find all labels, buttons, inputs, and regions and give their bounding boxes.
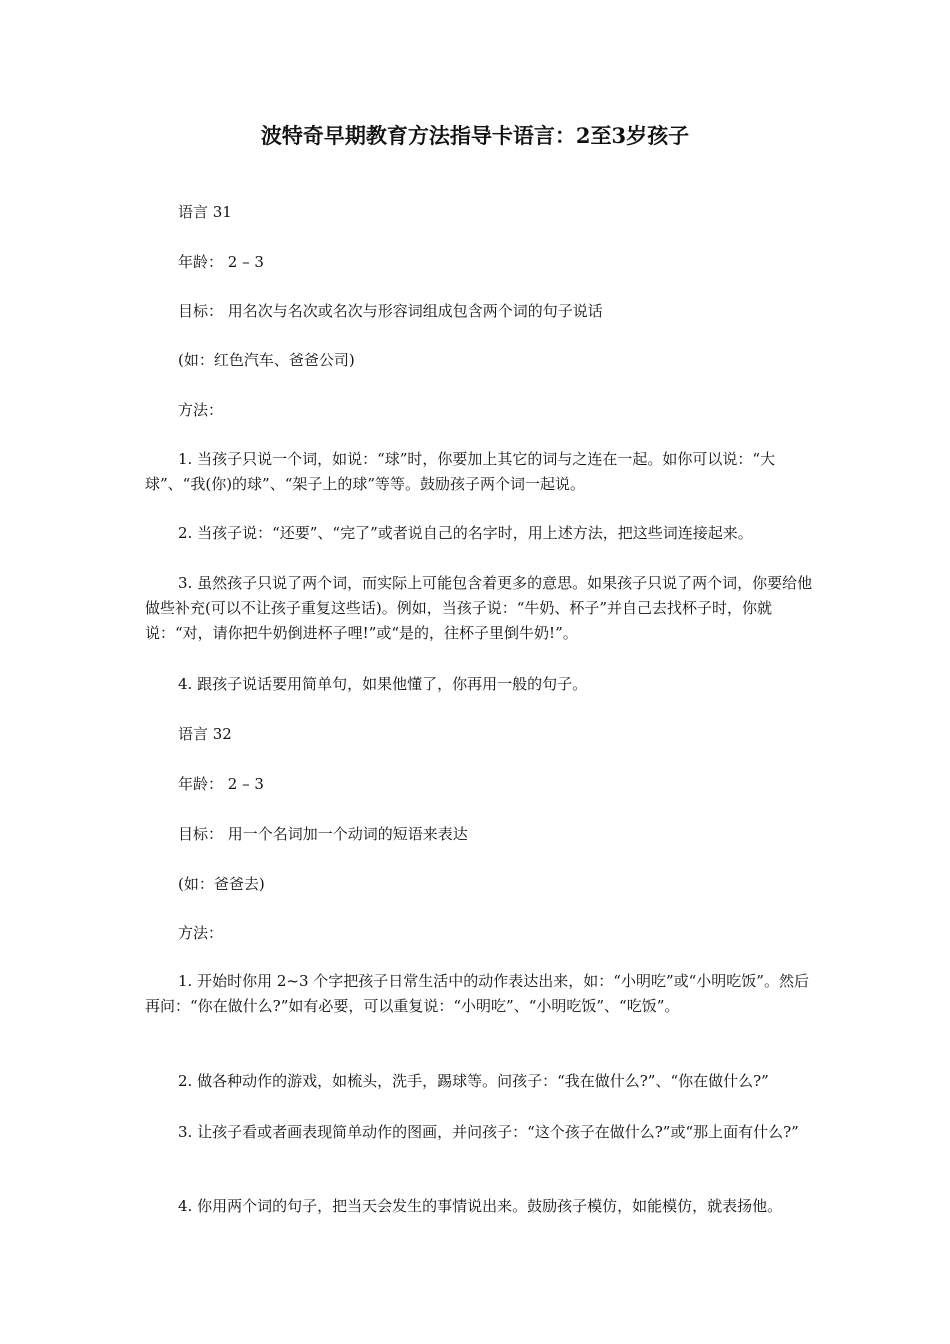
section-32-step-4: 4. 你用两个词的句子，把当天会发生的事情说出来。鼓励孩子模仿，如能模仿，就表扬他。: [178, 1197, 783, 1215]
section-32-method-label: 方法：: [178, 924, 224, 942]
section-32-example: (如：爸爸去): [178, 875, 265, 893]
section-31-step-1: 1. 当孩子只说一个词，如说：“球”时，你要加上其它的词与之连在一起。如你可以说：“大球”、“我(你)的球”、“架子上的球”等等。鼓励孩子两个词一起说。: [145, 450, 776, 493]
section-32-heading: 语言 32: [178, 725, 232, 743]
section-31-goal: 目标： 用名次与名次或名次与形容词组成包含两个词的句子说话: [178, 302, 603, 320]
section-32-step-1: 1. 开始时你用 2~3 个字把孩子日常生活中的动作表达出来，如：“小明吃”或“小明吃饭”。然后再问：“你在做什么?”如有必要，可以重复说：“小明吃”、“小明吃饭”、“吃饭”。: [145, 972, 809, 1015]
section-31-age: 年龄： 2 – 3: [178, 253, 264, 271]
section-31-step-3: 3. 虽然孩子只说了两个词，而实际上可能包含着更多的意思。如果孩子只说了两个词，你要给他做些补充(可以不让孩子重复这些话)。例如，当孩子说：“牛奶、杯子”并自己去找杯子时，你就说：“对，请你把牛奶倒进杯子哩!”或“是的，往杯子里倒牛奶!”。: [145, 574, 813, 642]
section-31-method-label: 方法：: [178, 401, 224, 419]
section-31-step-2: 2. 当孩子说：“还要”、“完了”或者说自己的名字时，用上述方法，把这些词连接起来。: [178, 524, 753, 542]
section-31-heading: 语言 31: [178, 203, 232, 221]
section-32-age: 年龄： 2 – 3: [178, 775, 264, 793]
section-32-goal: 目标： 用一个名词加一个动词的短语来表达: [178, 825, 468, 843]
section-32-step-2: 2. 做各种动作的游戏，如梳头，洗手，踢球等。问孩子：“我在做什么?”、“你在做什么?”: [178, 1072, 769, 1090]
section-32-step-3: 3. 让孩子看或者画表现简单动作的图画，并问孩子：“这个孩子在做什么?”或“那上面有什么?”: [178, 1123, 799, 1141]
page-title: 波特奇早期教育方法指导卡语言：2至3岁孩子: [260, 123, 690, 148]
section-31-step-4: 4. 跟孩子说话要用简单句，如果他懂了，你再用一般的句子。: [178, 675, 588, 693]
section-31-example: (如：红色汽车、爸爸公司): [178, 351, 355, 369]
